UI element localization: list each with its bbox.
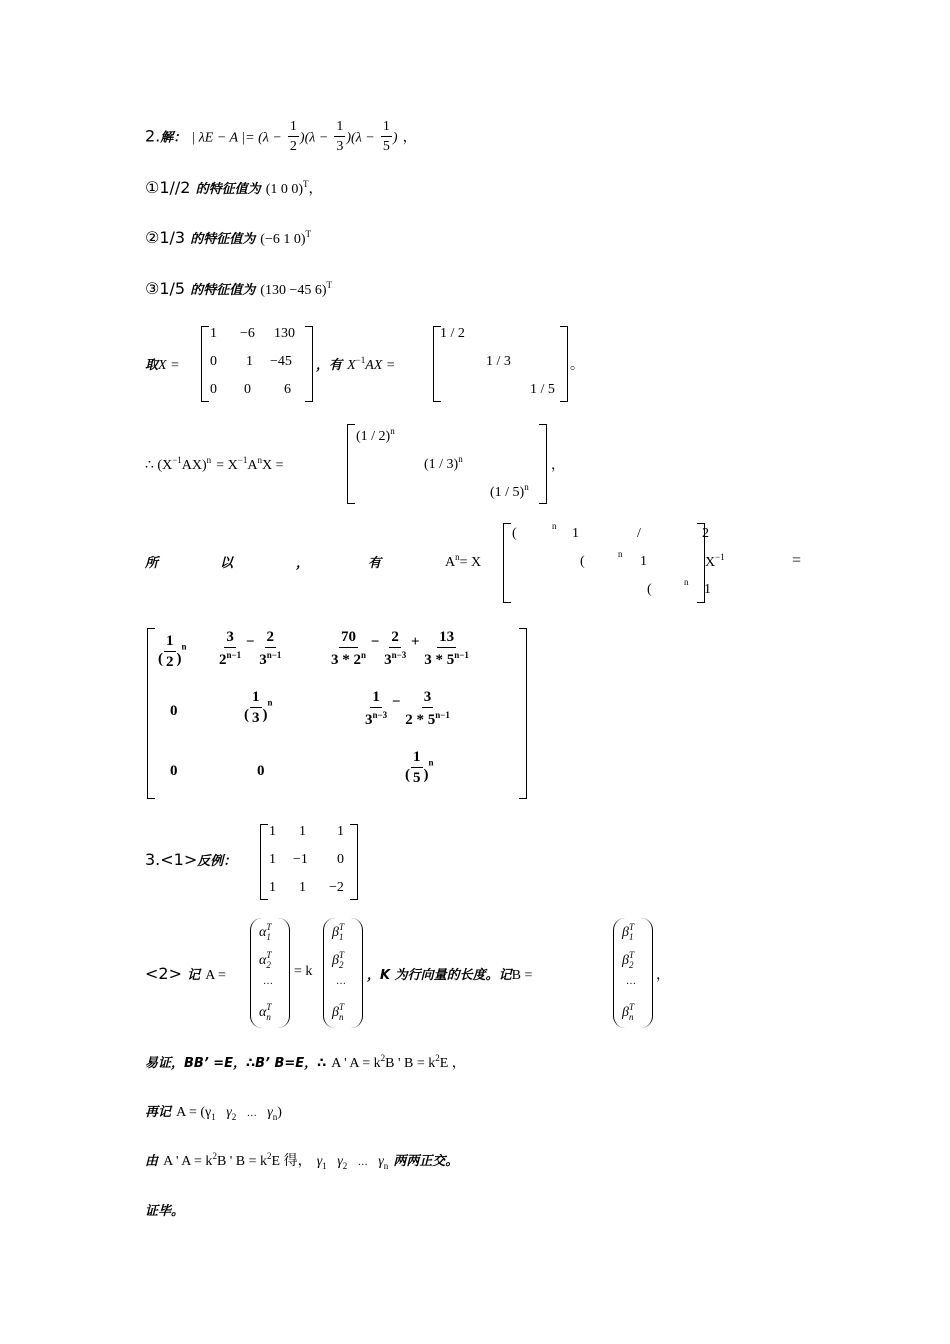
- solve-label: 解：: [160, 130, 187, 146]
- easy-proof-line: 易证，BB’ =E，∴B’ B=E，∴ A ' $A = k^2B$ ' $B = k^2E$ ，: [145, 1053, 466, 1071]
- eigen-line-2: ②1/3 的特征值为 (−6 1 0)$^T$: [145, 228, 312, 247]
- eigenvector-3: (130 −45 6): [260, 283, 327, 298]
- eigenvector-1: (1 0 0): [265, 182, 304, 197]
- again-line: 再记 $A = (\gamma_1$ $\gamma_2$ … $\gamma_n$): [145, 1105, 282, 1122]
- result-r1-c1: ( $\frac{1}{2}$ )$^n$: [158, 633, 187, 670]
- det-expression: | λE − A |=: [191, 130, 259, 146]
- matrix-power: (1 / 2)$^n$ (1 / 3)$^n$ (1 / 5)$^n$: [347, 424, 547, 504]
- by-line: 由 A ' $A = k^2B$ ' $B = k^2E$ 得， $\gamma_1$ $\gamma_2$ … $\gamma_n$ 两两正交。: [145, 1151, 459, 1171]
- problem3-line: 3.<1>反例：: [145, 850, 237, 869]
- so-word-3: ，: [296, 556, 310, 571]
- eigen-line-3: ③1/5 的特征值为 (130 −45 6)$^T$: [145, 279, 333, 298]
- problem2-line: 2.解： | λE − A |= (λ − $\frac{1}{2}$ )(λ − $\frac{1}{3}$ )(λ − $\frac{1}{5}$ ) ，: [145, 119, 417, 154]
- beta-vector-2: $\beta^T_1$ $\beta^T_2$ … $\beta^T_n$: [613, 918, 653, 1028]
- alpha-vector: $\alpha^T_1$ $\alpha^T_2$ … $\alpha^T_n$: [250, 918, 290, 1028]
- result-r1-c3: $\frac{70}{3 * 2^n}$ − $\frac{2}{3^{n-3}}$ + $\frac{13}{3 * 5^{n-1}}$: [331, 629, 469, 668]
- proof-done: 证毕。: [145, 1204, 185, 1219]
- beta-vector: $\beta^T_1$ $\beta^T_2$ … $\beta^T_n$: [323, 918, 363, 1028]
- x-inverse: $X^{-1}$: [705, 552, 725, 570]
- result-r3-c2: 0: [257, 763, 265, 779]
- part2-line: <2> 记 A =: [145, 964, 226, 983]
- eigen-line-1: ①1//2 的特征值为 (1 0 0)$^T$，: [145, 178, 323, 197]
- result-r2-c3: $\frac{1}{3^{n-3}}$ − $\frac{3}{2 * 5^{n-1}}$: [365, 689, 450, 728]
- have-expression: ，有 $X^{-1}AX$ =: [316, 355, 396, 373]
- an-expression: $A^n= X$: [445, 552, 482, 570]
- take-x-line: 取X =: [145, 358, 180, 373]
- so-word-1: 所: [145, 556, 159, 571]
- result-r2-c2: ( $\frac{1}{3}$ )$^n$: [244, 689, 273, 726]
- k-length-text: ，K 为行向量的长度。记B =: [367, 968, 533, 983]
- result-r1-c2: $\frac{3}{2^{n-1}}$ − $\frac{2}{3^{n-1}}$: [219, 629, 282, 668]
- fraction-fifth: $\frac{1}{5}$: [382, 119, 390, 154]
- matrix-diag: 1 / 2 1 / 3 1 / 5: [433, 326, 568, 402]
- so-word-4: 有: [368, 556, 382, 571]
- result-r2-c1: 0: [170, 703, 178, 719]
- so-word-2: 以: [220, 556, 234, 571]
- counter-example-matrix: 1 1 1 1 −1 0 1 1 −2: [260, 824, 358, 900]
- fraction-third: $\frac{1}{3}$: [336, 119, 344, 154]
- fraction-half: $\frac{1}{2}$: [289, 119, 297, 154]
- result-r3-c3: ( $\frac{1}{5}$ )$^n$: [405, 749, 434, 786]
- result-r3-c1: 0: [170, 763, 178, 779]
- problem-number: 2.: [145, 126, 161, 146]
- therefore-line: ∴ $(X^{-1}AX)^n = X^{-1}A^nX$ =: [145, 455, 284, 473]
- matrix-X: 1 −6 130 0 1 −45 0 0 6: [201, 326, 313, 402]
- factor-1: (λ −: [258, 130, 282, 146]
- eigenvector-2: (−6 1 0): [260, 232, 306, 247]
- matrix-garbled: ( n 1 / ( n 1 ( n 2 1: [503, 523, 705, 603]
